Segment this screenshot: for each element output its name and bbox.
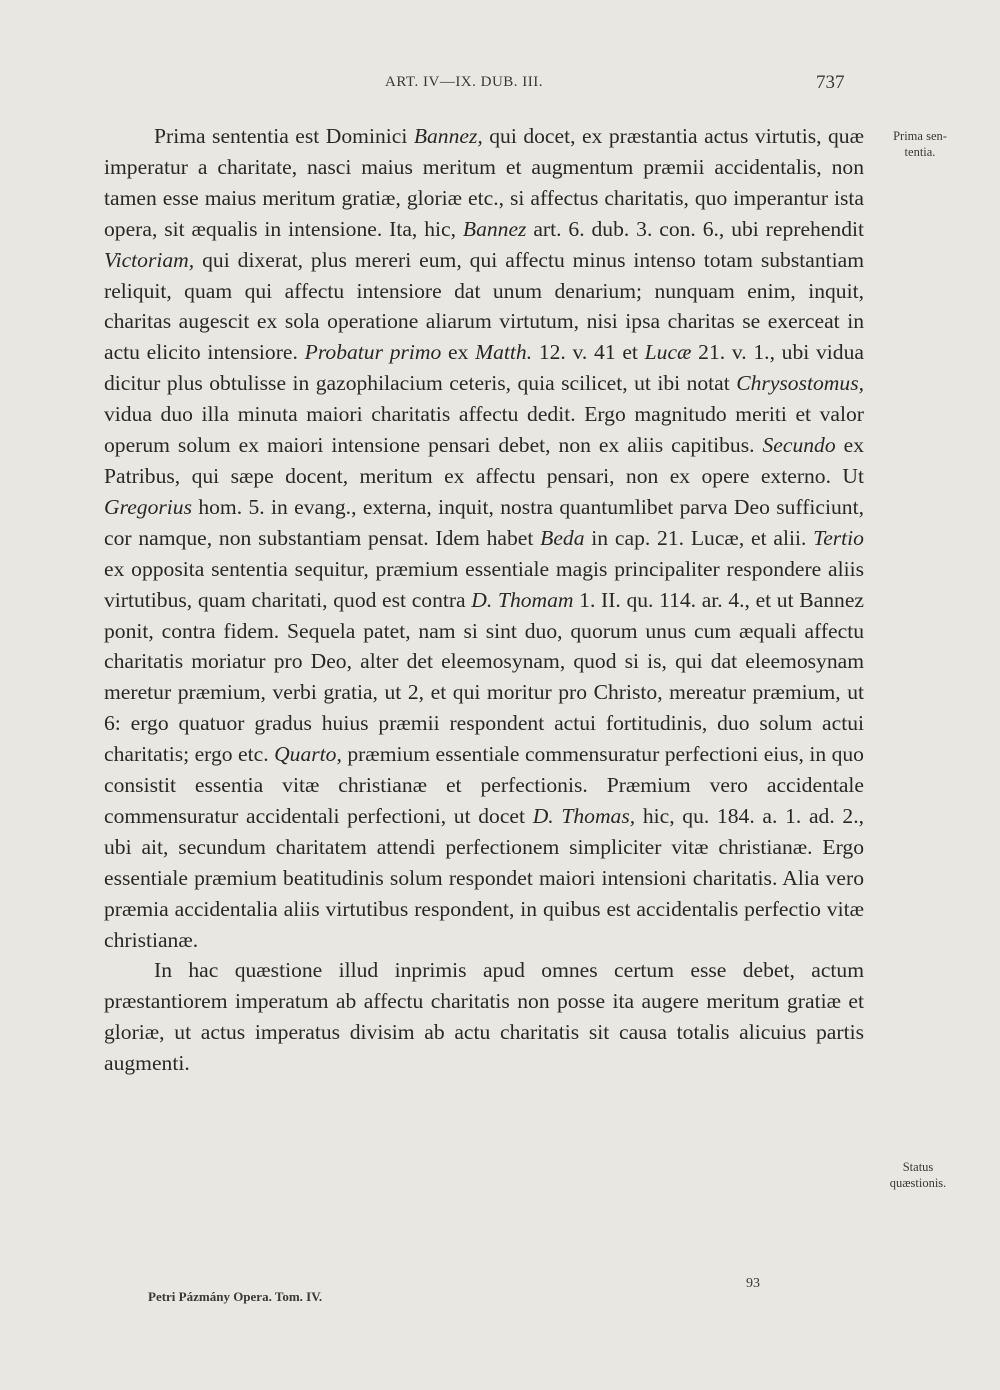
italic-run: Lucæ — [644, 340, 692, 365]
text-run: In hac quæstione illud inprimis apud omnes certum esse debet, actum præstantiorem imperatum ab affectu charitatis non posse ita augere meritum gratiæ et gloriæ, ut actus imperatus divisim ab actu charitatis sit causa totalis alicuius partis augmenti. — [104, 958, 864, 1076]
italic-run: Secundo — [762, 433, 836, 458]
italic-run: Tertio — [813, 525, 864, 550]
text-run: hic, qu. 184. a. 1. ad. 2., ubi ait, secundum charitatem attendi perfectionem simpliciter vitæ christianæ. Ergo essentiale præmium beatitudinis solum respondet maiori intensioni charitatis. Alia vero præmia accidentalia aliis virtutibus respondent, in quibus est accidentalis perfectio vitæ christianæ. — [104, 803, 864, 952]
text-run: Prima sententia est Dominici — [154, 124, 414, 148]
italic-run: D. Thomam — [471, 587, 574, 612]
sheet-number: 93 — [746, 1276, 760, 1291]
italic-run: Quarto, — [274, 742, 342, 767]
text-run: qui dixerat, plus mereri eum, qui affectu minus intenso totam substantiam reliquit, quam qui affectu intensiore dat unum denarium; nunquam enim, inquit, charitas augescit ex sola operatione aliarum virtutum, nisi ipsa charitas se exerceat in actu elicito intensiore. — [104, 247, 864, 365]
running-head: ART. IV—IX. DUB. III. — [385, 74, 544, 90]
text-run: vidua duo illa minuta maiori charitatis affectu dedit. Ergo magnitudo meriti et valor operum solum ex maiori intensione pensari debet, non ex aliis capitibus. — [104, 402, 864, 458]
italic-run: Matth. — [475, 340, 533, 365]
text-run: 12. v. 41 et — [532, 340, 645, 365]
italic-run: Gregorius — [104, 494, 192, 519]
text-run: qui docet, ex præstantia actus virtutis, quæ imperatur a charitate, nasci maius meritum et augmentum præmii accidentalis, non tamen esse maius meritum gratiæ, gloriæ etc., si affectus charitatis, quo imperantur ista opera, sit æqualis in intensione. Ita, hic, — [104, 124, 864, 241]
footer-signature: Petri Pázmány Opera. Tom. IV. — [148, 1289, 323, 1304]
text-run: hom. 5. in evang., externa, inquit, nostra quantumlibet parva Deo sufficiunt, cor namque, non substantiam pensat. Idem habet — [104, 494, 864, 550]
italic-run: D. Thomas, — [532, 803, 636, 828]
italic-run: Bannez, — [413, 124, 483, 148]
text-run: 1. II. qu. 114. ar. 4., et ut Bannez ponit, contra fidem. Sequela patet, nam si sint duo, quorum unus cum æquali affectu charitatis moriatur pro Deo, alter det eleemosynam, quod si is, qui dat eleemosynam meretur præmium, verbi gratia, ut 2, et qui moritur pro Christo, mereatur præmium, ut 6: ergo quatuor gradus huius præmii respondent actui fortitudinis, duo solum actui charitatis; ergo etc. — [104, 587, 865, 767]
text-run: art. 6. dub. 3. con. 6., ubi reprehendit — [526, 216, 865, 241]
margin-note-text: Prima sen- tentia. — [893, 129, 947, 159]
margin-note — [870, 128, 970, 160]
margin-note-text: Status quæstionis. — [889, 1160, 947, 1190]
paragraph — [104, 121, 864, 955]
margin-note — [868, 1159, 968, 1191]
text-run: 21. v. 1., ubi vidua dicitur plus obtulisse in gazophilacium ceteris, quia scilicet, ut ibi notat — [104, 340, 864, 396]
text-run: ex Patribus, qui sæpe docent, meritum ex affectu pensari, non ex opere externo. Ut — [104, 433, 865, 488]
page-number: 737 — [816, 72, 845, 93]
italic-run: Probatur primo — [304, 340, 442, 365]
text-run: in cap. 21. Lucæ, et alii. — [584, 525, 814, 550]
text-run: præmium essentiale commensuratur perfectioni eius, in quo consistit essentia vitæ christianæ et perfectionis. Præmium vero accidentale commensuratur accidentali perfectioni, ut docet — [104, 742, 864, 828]
text-run: ex opposita sententia sequitur, præmium essentiale magis principaliter respondere aliis virtutibus, quam charitati, quod est contra — [104, 556, 864, 612]
body-text — [104, 121, 864, 1079]
italic-run: Victoriam, — [104, 247, 195, 272]
italic-run: Bannez — [462, 216, 527, 241]
text-run: ex — [441, 340, 476, 365]
paragraph — [104, 955, 864, 1079]
italic-run: Chrysostomus, — [736, 371, 864, 396]
italic-run: Beda — [540, 525, 585, 550]
